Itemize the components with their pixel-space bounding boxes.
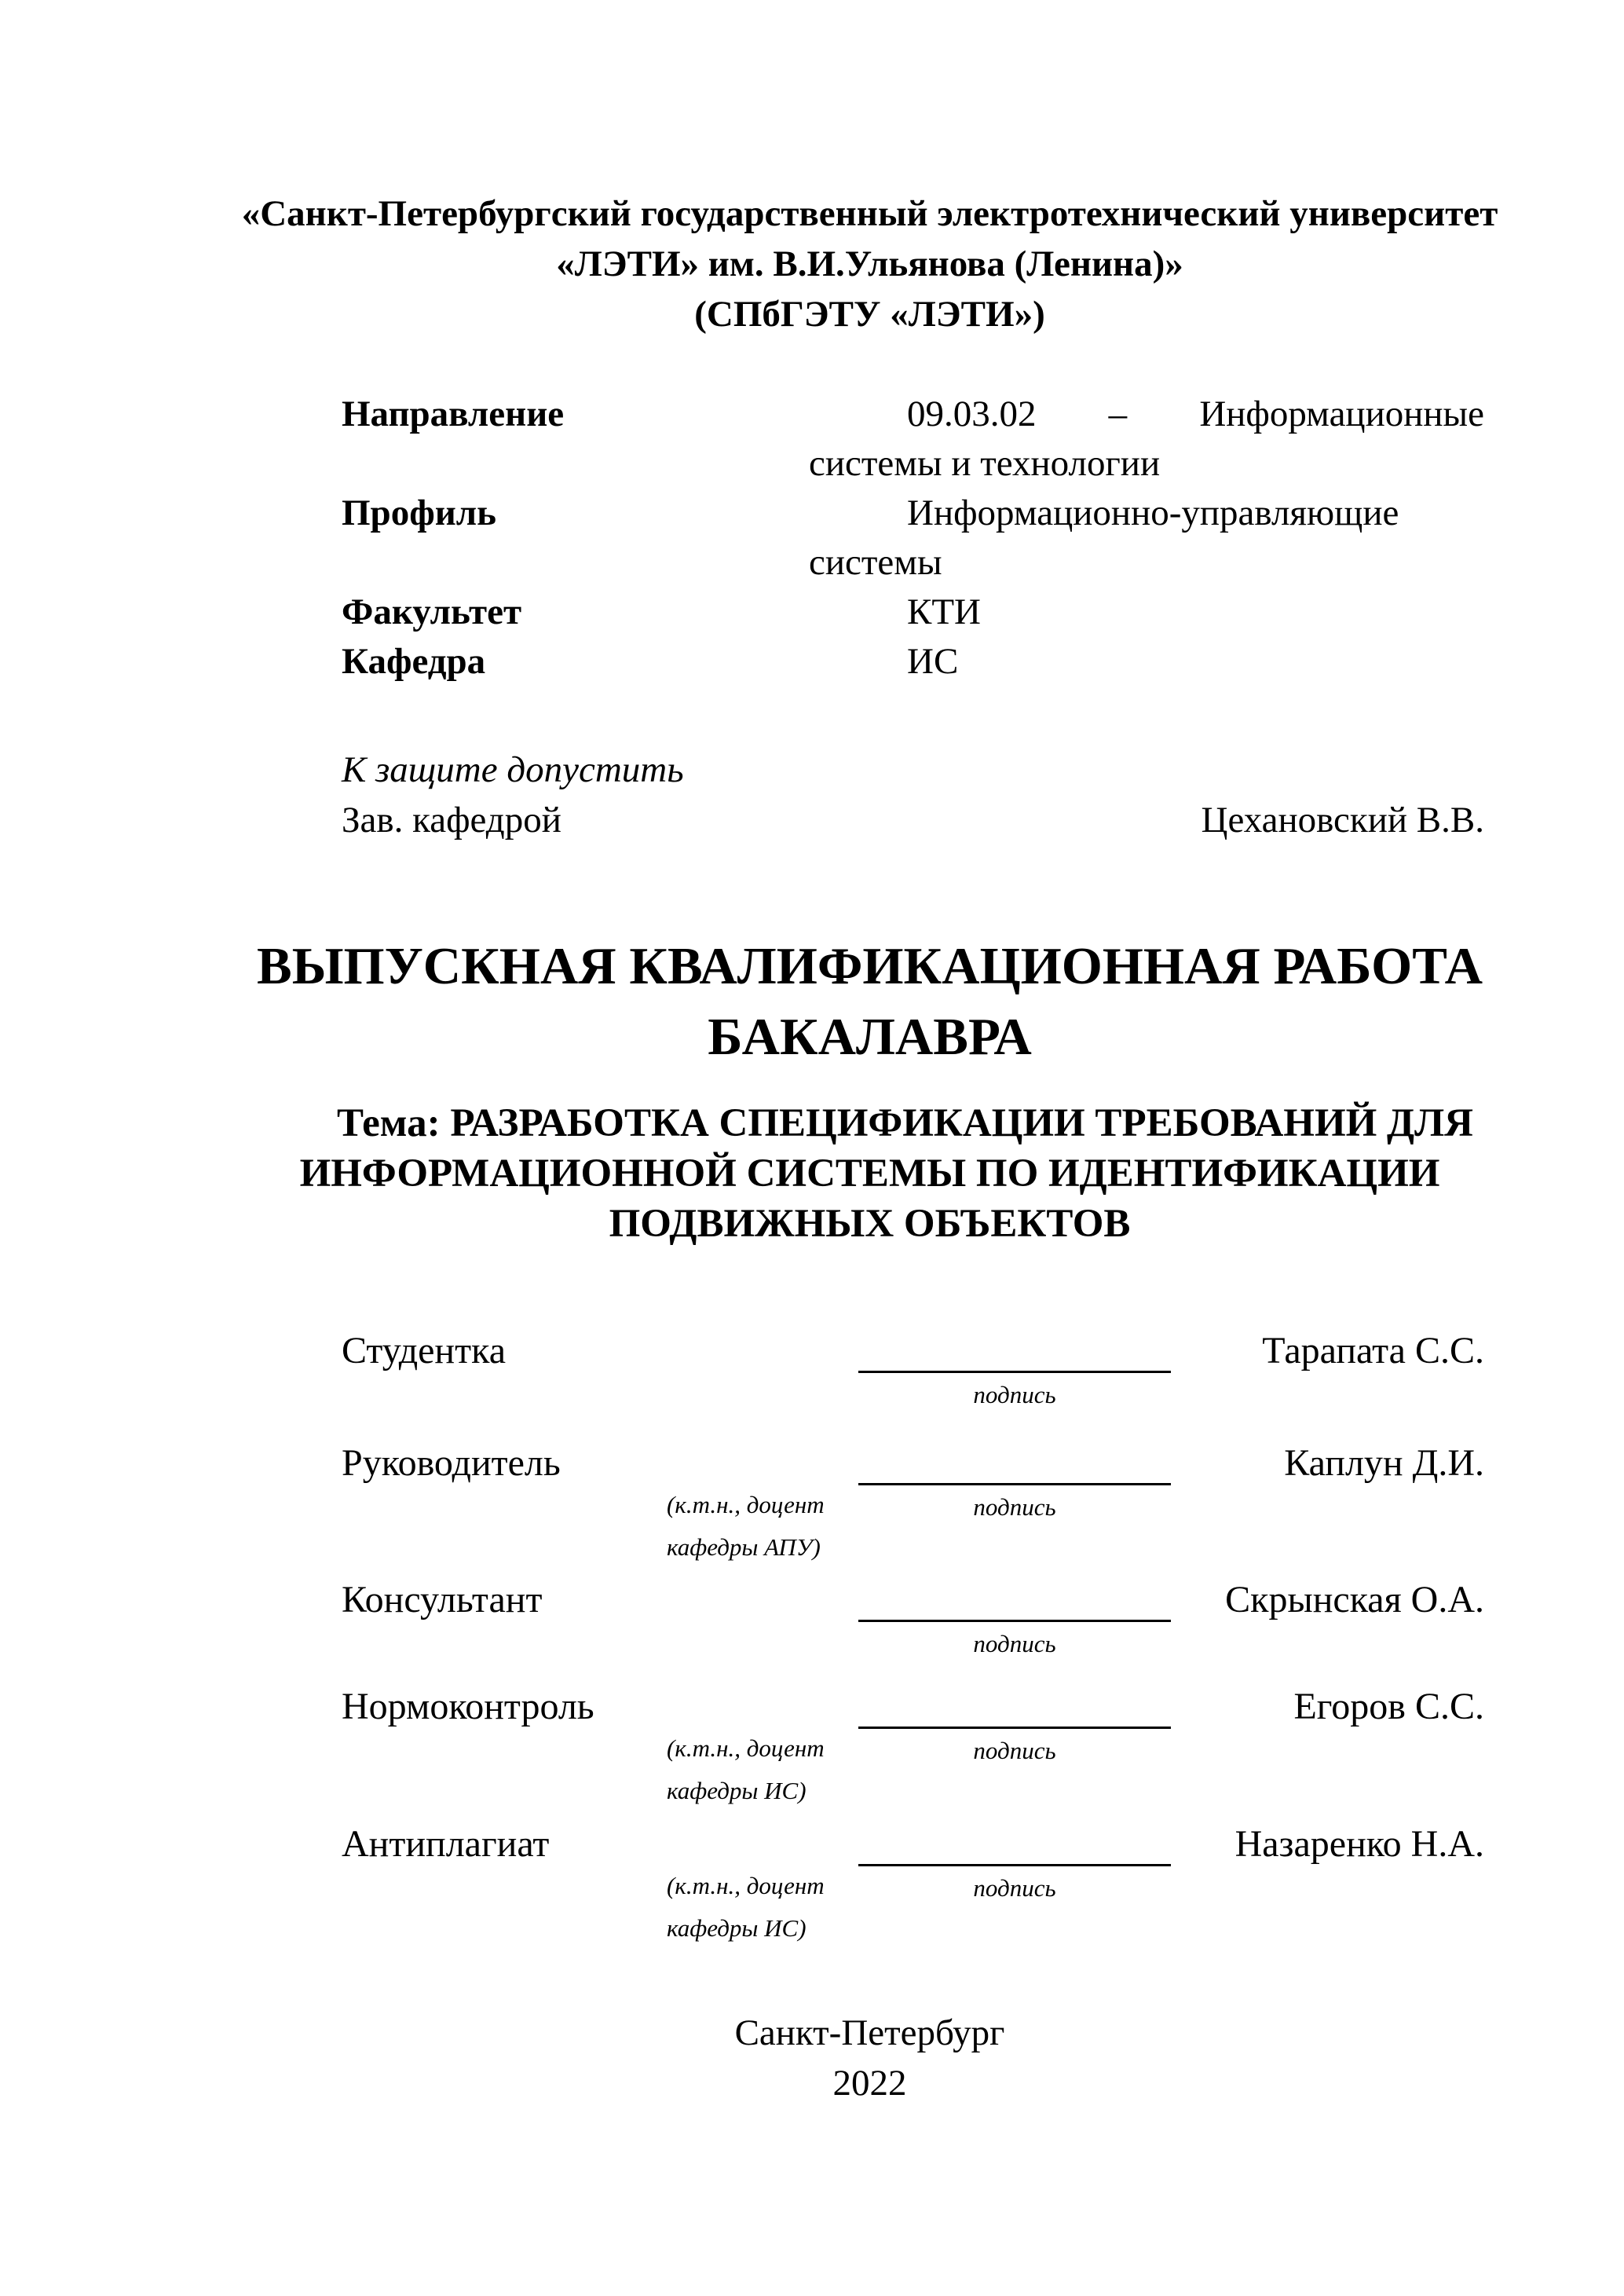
signature-row-student — [232, 1327, 1508, 1445]
head-of-department-line — [232, 795, 1508, 845]
signature-line — [858, 1727, 1171, 1729]
direction-value-line2: системы и технологии — [809, 443, 1161, 484]
direction-label: Направление — [342, 394, 565, 434]
role-label: Антиплагиат — [342, 1823, 550, 1865]
approval-section — [232, 745, 1508, 845]
head-of-department-name: Цехановский В.В. — [1201, 800, 1484, 840]
university-header — [232, 189, 1508, 339]
signer-name: Назаренко Н.А. — [1234, 1823, 1484, 1865]
footer — [232, 2008, 1508, 2108]
qualification-line1: (к.т.н., доцент — [667, 1734, 825, 1762]
theme-line1: Тема: РАЗРАБОТКА СПЕЦИФИКАЦИИ ТРЕБОВАНИЙ ДЛЯ — [337, 1101, 1473, 1145]
signature-row-supervisor — [232, 1440, 1508, 1561]
signer-name: Егоров С.С. — [1293, 1686, 1484, 1727]
signature-line — [858, 1864, 1171, 1866]
work-title — [232, 931, 1508, 1072]
admission-line — [232, 745, 1508, 795]
profile-value-line1: Информационно-управляющие — [907, 493, 1399, 533]
direction-code: 09.03.02 — [907, 394, 1037, 434]
admission-note: К защите допустить — [342, 749, 684, 790]
university-abbreviation: (СПбГЭТУ «ЛЭТИ») — [694, 294, 1045, 335]
faculty-label: Факультет — [342, 591, 522, 632]
field-row-direction-cont — [232, 439, 1508, 489]
direction-text: Информационные — [1199, 394, 1484, 434]
direction-dash: – — [1108, 394, 1128, 434]
footer-city: Санкт-Петербург — [734, 2012, 1005, 2053]
signature-caption: подпись — [973, 1493, 1056, 1521]
field-row-profile — [232, 489, 1508, 538]
direction-value-line1 — [809, 390, 1484, 439]
signer-name: Скрынская О.А. — [1225, 1579, 1484, 1620]
theme-line3: ПОДВИЖНЫХ ОБЪЕКТОВ — [609, 1202, 1131, 1246]
theme-line2: ИНФОРМАЦИОННОЙ СИСТЕМЫ ПО ИДЕНТИФИКАЦИИ — [299, 1152, 1440, 1196]
qualification-line2: кафедры ИС) — [667, 1777, 807, 1804]
head-of-department-label: Зав. кафедрой — [342, 800, 561, 840]
signature-line — [858, 1483, 1171, 1485]
field-row-profile-cont — [232, 538, 1508, 588]
work-title-line2: БАКАЛАВРА — [708, 1008, 1032, 1066]
department-label: Кафедра — [342, 641, 486, 682]
signer-qualification — [667, 1865, 887, 1950]
qualification-line2: кафедры АПУ) — [667, 1533, 821, 1561]
program-fields — [232, 390, 1508, 687]
signature-row-consultant — [232, 1576, 1508, 1694]
signature-row-normcontrol — [232, 1683, 1508, 1804]
role-label: Нормоконтроль — [342, 1686, 594, 1727]
field-row-department — [232, 637, 1508, 687]
qualification-line1: (к.т.н., доцент — [667, 1872, 825, 1899]
university-name-line1: «Санкт-Петербургский государственный электротехнический университет — [241, 193, 1498, 234]
role-label: Консультант — [342, 1579, 543, 1620]
qualification-line1: (к.т.н., доцент — [667, 1491, 825, 1518]
signature-row-antiplagiarism — [232, 1821, 1508, 1942]
department-value: ИС — [907, 641, 959, 682]
signature-caption: подпись — [973, 1874, 1056, 1902]
signature-caption: подпись — [973, 1630, 1056, 1657]
field-row-faculty — [232, 588, 1508, 637]
theme-title — [232, 1098, 1508, 1249]
profile-value-line2: системы — [809, 542, 942, 583]
footer-year: 2022 — [832, 2063, 907, 2104]
signature-line — [858, 1620, 1171, 1622]
work-title-line1: ВЫПУСКНАЯ КВАЛИФИКАЦИОННАЯ РАБОТА — [257, 937, 1483, 995]
signer-qualification — [667, 1727, 887, 1812]
profile-label: Профиль — [342, 493, 497, 533]
role-label: Руководитель — [342, 1442, 561, 1484]
faculty-value: КТИ — [907, 591, 981, 632]
signature-caption: подпись — [973, 1737, 1056, 1764]
signer-name: Тарапата С.С. — [1262, 1330, 1484, 1371]
signer-name: Каплун Д.И. — [1284, 1442, 1484, 1484]
signature-line — [858, 1371, 1171, 1373]
qualification-line2: кафедры ИС) — [667, 1914, 807, 1942]
university-name-line2: «ЛЭТИ» им. В.И.Ульянова (Ленина)» — [556, 244, 1183, 284]
signer-qualification — [667, 1484, 887, 1569]
field-row-direction — [232, 390, 1508, 439]
signature-caption: подпись — [973, 1381, 1056, 1408]
role-label: Студентка — [342, 1330, 506, 1371]
